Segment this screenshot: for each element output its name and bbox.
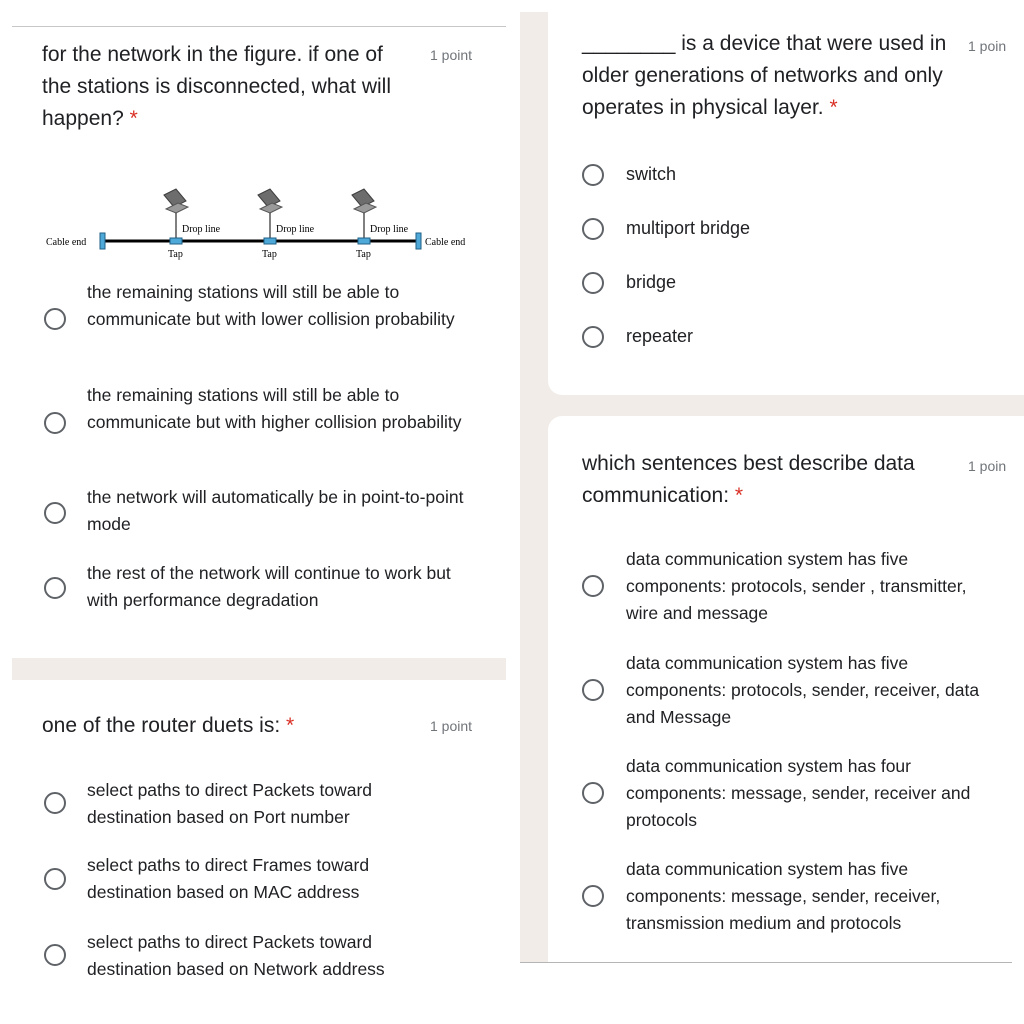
points-label-q3: 1 poin [968,38,1007,54]
cable-end-left [100,233,105,249]
station-1 [164,189,221,260]
question-title-q1 [42,39,412,135]
option-label: select paths to direct Packets toward destination based on Network address [87,932,385,979]
station-3 [352,189,409,260]
option-label: data communication system has four components: message, sender, receiver and protocols [626,756,971,830]
question-text: one of the router duets is: [42,714,281,737]
radio-button[interactable] [582,272,604,294]
option-label: data communication system has five components: message, sender, receiver, transmission medium and protocols [626,859,941,933]
radio-button[interactable] [44,577,66,599]
cable-end-right [416,233,421,249]
question-text: for the network in the figure. if one of the stations is disconnected, what will happen? [42,43,392,130]
question-card-q4 [548,416,1024,962]
question-card-q1 [12,26,506,659]
question-card-q2 [12,680,506,1024]
option-label: bridge [626,272,677,292]
cable-end-left-label: Cable end [46,237,87,248]
radio-button[interactable] [44,944,66,966]
option-label: switch [626,164,677,184]
tap-label: Tap [262,249,277,260]
bus-topology-figure [42,185,482,265]
question-text: which sentences best describe data communication: [582,452,915,507]
required-asterisk: * [734,484,744,507]
required-asterisk: * [286,714,295,737]
radio-button[interactable] [582,679,604,701]
question-title-q4 [582,448,967,512]
drop-line-label: Drop line [182,224,221,235]
radio-button[interactable] [582,164,604,186]
drop-line-label: Drop line [370,224,409,235]
points-label-q1: 1 point [430,47,473,63]
card-separator [12,658,506,680]
card-bottom-border [520,962,1012,963]
question-text: ________ is a device that were used in older generations of networks and only operates in physical layer. [582,32,947,119]
option-label: data communication system has five components: protocols, sender, receiver, data and Message [626,653,980,727]
points-label-q4: 1 poin [968,458,1007,474]
option-label: data communication system has five components: protocols, sender , transmitter, wire and message [626,549,967,623]
option-label: multiport bridge [626,218,751,238]
question-title-q2 [42,710,402,742]
station-2 [258,189,315,260]
option-label: repeater [626,326,694,346]
tap-marker [264,238,276,244]
radio-button[interactable] [44,502,66,524]
option-label: the rest of the network will continue to work but with performance degradation [87,563,451,610]
option-label: the remaining stations will still be able to communicate but with lower collision probability [87,282,455,329]
radio-button[interactable] [582,218,604,240]
tap-marker [358,238,370,244]
radio-button[interactable] [582,326,604,348]
required-asterisk: * [129,107,138,130]
bus-topology-diagram [42,185,482,265]
tap-label: Tap [356,249,371,260]
tap-label: Tap [168,249,183,260]
radio-button[interactable] [44,792,66,814]
points-label-q2: 1 point [430,718,473,734]
radio-button[interactable] [44,308,66,330]
question-card-q3 [548,12,1024,395]
option-label: the network will automatically be in point-to-point mode [87,487,464,534]
required-asterisk: * [829,96,838,119]
tap-marker [170,238,182,244]
cable-end-right-label: Cable end [425,237,466,248]
radio-button[interactable] [582,782,604,804]
question-title-q3 [582,28,967,124]
radio-button[interactable] [582,885,604,907]
option-label: select paths to direct Packets toward destination based on Port number [87,780,372,827]
radio-button[interactable] [44,868,66,890]
radio-button[interactable] [44,412,66,434]
option-label: select paths to direct Frames toward destination based on MAC address [87,855,370,902]
radio-button[interactable] [582,575,604,597]
drop-line-label: Drop line [276,224,315,235]
option-label: the remaining stations will still be able to communicate but with higher collision probability [87,385,462,432]
